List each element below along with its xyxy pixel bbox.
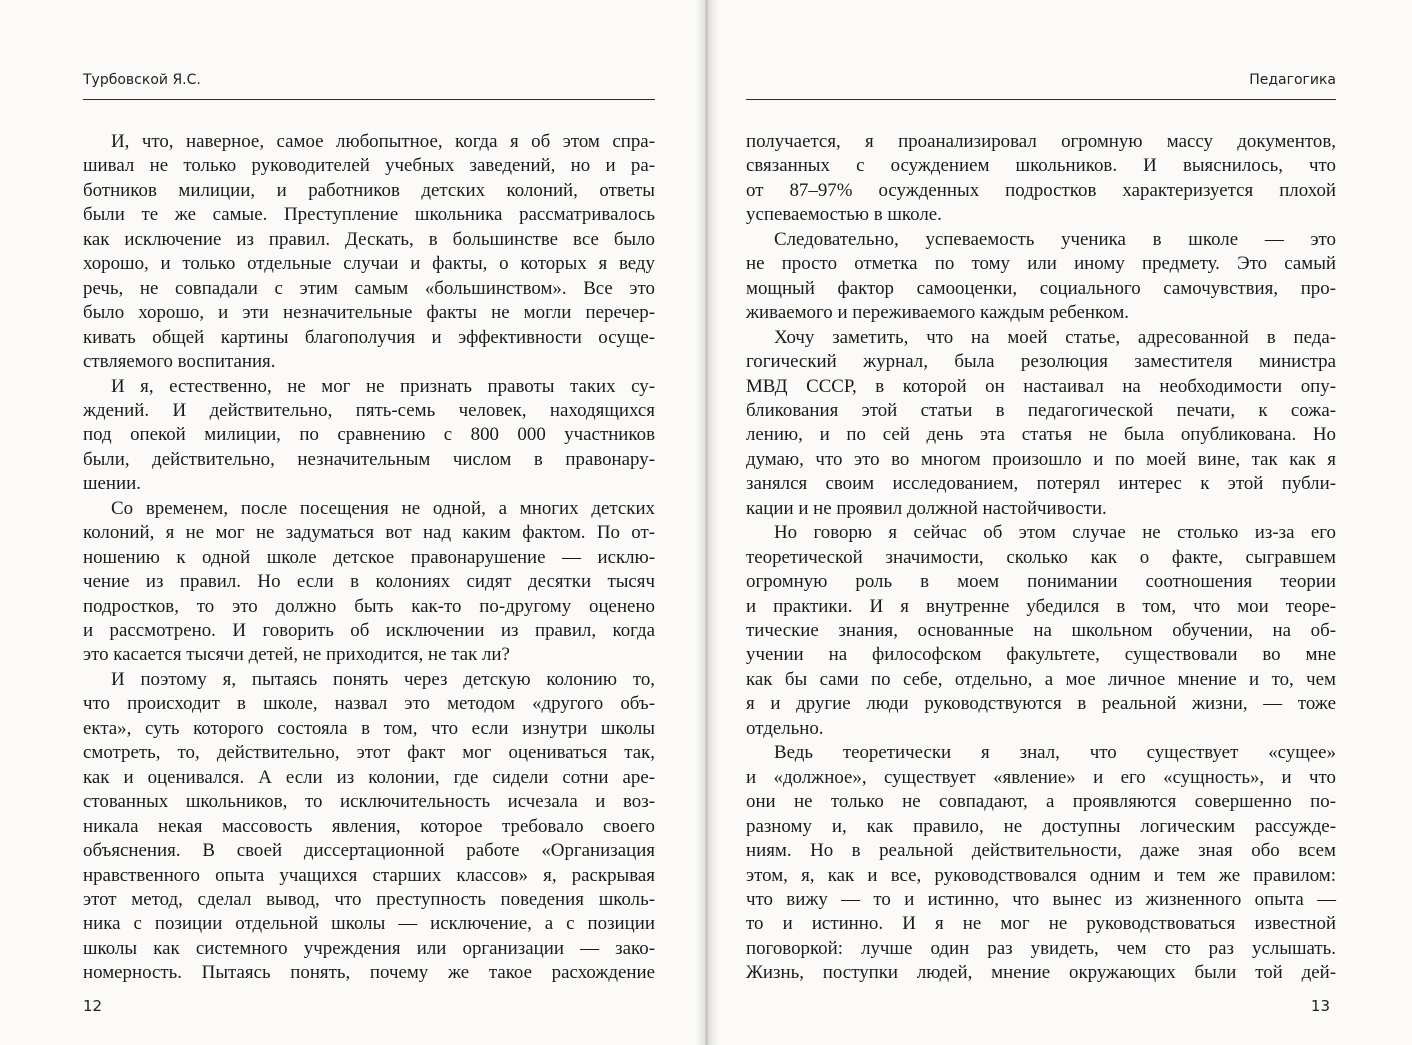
text-line: подростков, то это должно быть как-то по-другому оценено <box>83 595 655 617</box>
text-line: то и истинно. И я не мог не руководствоваться известной <box>746 913 1336 935</box>
text-line: этом, я, как и все, руководствовался одним и тем же правилом: <box>746 864 1336 886</box>
text-line: колоний, я не мог не задуматься вот над каким фактом. По от- <box>83 522 655 544</box>
text-line: ствляемого воспитания. <box>83 351 276 373</box>
text-line: что вижу — то и истинно, что вынес из жизненного опыта — <box>746 888 1336 910</box>
text-line: не просто отметка по тому или иному предмету. Это самый <box>746 253 1336 275</box>
text-line: никала некая массовость явления, которое требовало своего <box>83 815 655 837</box>
text-line: учении на философском факультете, существовали во мне <box>746 644 1336 666</box>
text-line: нравственного опыта учащихся старших классов» я, раскрывая <box>83 864 655 886</box>
text-line: Со временем, после посещения не одной, а многих детских <box>111 497 655 519</box>
text-line: шении. <box>83 473 141 495</box>
text-line: ботников милиции, и работников детских колоний, ответы <box>83 179 655 201</box>
text-line: были те же самые. Преступление школьника рассматривалось <box>83 204 655 226</box>
text-line: И, что, наверное, самое любопытное, когда я об этом спра- <box>111 131 655 152</box>
page-number-left: 12 <box>83 997 103 1015</box>
text-line: речь, не совпадали с этим самым «большинством». Все это <box>83 277 655 299</box>
header-rule <box>746 99 1336 100</box>
text-line: занялся своим исследованием, потерял интерес к этой публи- <box>746 473 1336 495</box>
text-line: отдельно. <box>746 717 824 739</box>
text-line: были, действительно, незначительным числом в правонару- <box>83 448 655 470</box>
text-line: это касается тысячи детей, не приходится, не так ли? <box>83 644 510 666</box>
text-line: думаю, что это во многом произошло и по моей вине, так как я <box>746 448 1336 470</box>
text-line: живаемого и переживаемого каждым ребенком. <box>746 302 1130 324</box>
text-line: хорошо, и только отдельные случаи и факты, о которых я веду <box>83 253 655 275</box>
text-line: шивал не только руководителей учебных заведений, но и ра- <box>83 155 655 177</box>
running-head-section: Педагогика <box>1249 72 1336 88</box>
text-line: Но говорю я сейчас об этом случае не столько из-за его <box>774 522 1336 544</box>
header-rule <box>83 99 655 100</box>
text-line: и практики. И я внутренне убедился в том, что мои теоре- <box>746 595 1336 617</box>
left-page <box>0 0 705 1045</box>
text-line: чение из правил. Но если в колониях сидят десятки тысяч <box>83 571 655 593</box>
text-line: гогический журнал, была резолюция заместителя министра <box>746 351 1336 373</box>
text-line: разному и, как правило, не доступны логическим рассужде- <box>746 815 1336 837</box>
text-line: школы как системного учреждения или организации — зако- <box>83 937 655 959</box>
page-number-right: 13 <box>1310 997 1330 1015</box>
text-line: ниям. Но в реальной действительности, даже зная обо всем <box>746 840 1336 862</box>
text-line: мощный фактор самооценки, социального самочувствия, про- <box>746 277 1336 299</box>
text-line: как бы сами по себе, отдельно, а мое личное мнение и то, чем <box>746 668 1336 690</box>
right-page <box>708 0 1412 1045</box>
text-line: и рассмотрено. И говорить об исключении из правил, когда <box>83 620 655 641</box>
text-line: номерность. Пытаясь понять, почему же такое расхождение <box>83 962 655 984</box>
text-line: ношению к одной школе детское правонарушение — исклю- <box>83 546 655 568</box>
text-line: екта», суть которого состояла в том, что если изнутри школы <box>83 717 655 739</box>
running-head-author: Турбовской Я.С. <box>83 72 201 88</box>
text-line: я и другие люди руководствуются в реальной жизни, — тоже <box>746 693 1336 715</box>
text-line: Ведь теоретически я знал, что существует «сущее» <box>774 742 1336 764</box>
text-line: Жизнь, поступки людей, мнение окружающих были той дей- <box>746 962 1336 984</box>
text-line: и «должное», существует «явление» и его «сущность», и что <box>746 766 1336 788</box>
text-line: под опекой милиции, по сравнению с 800 000 участников <box>83 424 655 446</box>
text-line: бликования этой статьи в педагогической печати, к сожа- <box>746 399 1336 421</box>
text-line: кивать общей картины благополучия и эффективности осуще- <box>83 326 655 348</box>
text-line: И я, естественно, не мог не признать правоты таких су- <box>111 375 655 397</box>
text-line: ника с позиции отдельной школы — исключение, а с позиции <box>83 913 655 935</box>
text-line: от 87–97% осужденных подростков характеризуется плохой <box>746 179 1336 201</box>
text-line: получается, я проанализировал огромную массу документов, <box>746 131 1336 152</box>
text-line: успеваемостью в школе. <box>746 204 942 226</box>
text-line: лению, и по сей день эта статья не была опубликована. Но <box>746 424 1336 446</box>
text-line: тические знания, основанные на школьном обучении, на об- <box>746 620 1336 641</box>
text-line: связанных с осуждением школьников. И выяснилось, что <box>746 155 1336 177</box>
text-line: Хочу заметить, что на моей статье, адресованной в педа- <box>774 326 1336 348</box>
text-line: смотреть, то, действительно, этот факт мог оцениваться так, <box>83 742 655 764</box>
text-line: Следовательно, успеваемость ученика в школе — это <box>774 228 1336 250</box>
text-line: было хорошо, и эти незначительные факты не могли перечер- <box>83 302 655 324</box>
text-line: как и оценивался. А если из колонии, где сидели сотни аре- <box>83 766 655 788</box>
text-line: МВД СССР, в которой он настаивал на необходимости опу- <box>746 375 1336 397</box>
text-line: И поэтому я, пытаясь понять через детскую колонию то, <box>111 668 655 690</box>
text-line: что происходит в школе, назвал это методом «другого объ- <box>83 693 655 715</box>
text-line: как исключение из правил. Дескать, в большинстве все было <box>83 228 655 250</box>
text-line: кации и не проявил должной настойчивости. <box>746 497 1107 519</box>
text-line: ждений. И действительно, пять-семь человек, находящихся <box>83 399 655 421</box>
text-line: они не только не совпадают, а проявляются совершенно по- <box>746 791 1336 813</box>
text-line: огромную роль в моем понимании соотношения теории <box>746 571 1336 593</box>
text-line: этот метод, сделал вывод, что преступность поведения школь- <box>83 888 655 910</box>
book-gutter-shadow <box>695 0 719 1045</box>
text-line: стованных школьников, то исключительность исчезала и воз- <box>83 791 655 813</box>
text-line: объяснения. В своей диссертационной работе «Организация <box>83 840 655 862</box>
text-line: теоретической значимости, сколько как о факте, сыгравшем <box>746 546 1336 568</box>
text-line: поговоркой: лучше один раз увидеть, чем сто раз услышать. <box>746 937 1336 959</box>
